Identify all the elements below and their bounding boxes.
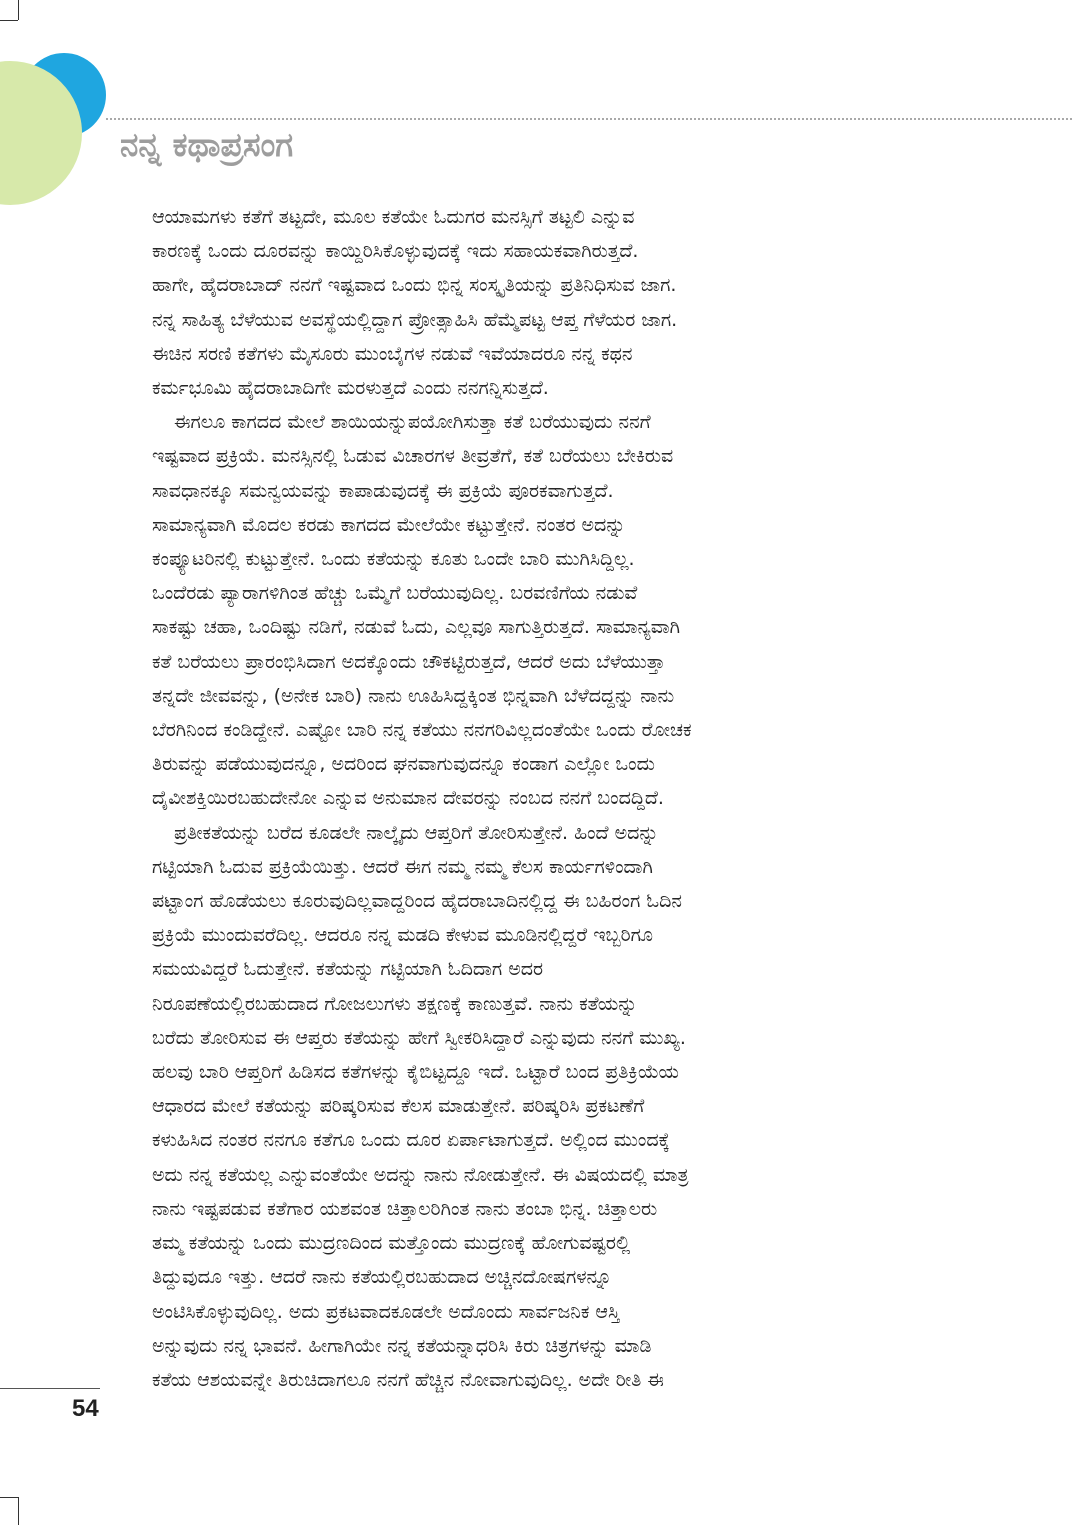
text-line: ಸಾವಧಾನಕ್ಕೂ ಸಮನ್ವಯವನ್ನು ಕಾಪಾಡುವುದಕ್ಕೆ ಈ ಪ್ರಕ್ರಿಯೆ ಪೂರಕವಾಗುತ್ತದೆ. [152, 479, 614, 502]
text-line: ಕತೆಯ ಆಶಯವನ್ನೇ ತಿರುಚಿದಾಗಲೂ ನನಗೆ ಹೆಚ್ಚಿನ ನೋವಾಗುವುದಿಲ್ಲ. ಅದೇ ರೀತಿ ಈ [152, 1368, 664, 1391]
text-line: ಕಾರಣಕ್ಕೆ ಒಂದು ದೂರವನ್ನು ಕಾಯ್ದಿರಿಸಿಕೊಳ್ಳುವುದಕ್ಕೆ ಇದು ಸಹಾಯಕವಾಗಿರುತ್ತದೆ. [152, 240, 639, 263]
text-line: ಅದು ನನ್ನ ಕತೆಯಲ್ಲ ಎನ್ನುವಂತೆಯೇ ಅದನ್ನು ನಾನು ನೋಡುತ್ತೇನೆ. ಈ ವಿಷಯದಲ್ಲಿ ಮಾತ್ರ [152, 1163, 689, 1186]
text-line: ನಾನು ಇಷ್ಟಪಡುವ ಕತೆಗಾರ ಯಶವಂತ ಚಿತ್ತಾಲರಿಗಿಂತ ನಾನು ತಂಬಾ ಭಿನ್ನ. ಚಿತ್ತಾಲರು [152, 1197, 658, 1220]
text-line: ಸಮಯವಿದ್ದರೆ ಓದುತ್ತೇನೆ. ಕತೆಯನ್ನು ಗಟ್ಟಿಯಾಗಿ ಓದಿದಾಗ ಅದರ [152, 958, 544, 981]
text-line: ಕಳುಹಿಸಿದ ನಂತರ ನನಗೂ ಕತೆಗೂ ಒಂದು ದೂರ ಏರ್ಪಾಟಾಗುತ್ತದೆ. ಅಲ್ಲಿಂದ ಮುಂದಕ್ಕೆ [152, 1129, 670, 1152]
text-line: ಬೆರಗಿನಿಂದ ಕಂಡಿದ್ದೇನೆ. ಎಷ್ಟೋ ಬಾರಿ ನನ್ನ ಕತೆಯು ನನಗರಿವಿಲ್ಲದಂತೆಯೇ ಒಂದು ರೋಚಕ [152, 719, 692, 742]
text-line: ದೈವೀಶಕ್ತಿಯಿರಬಹುದೇನೋ ಎನ್ನುವ ಅನುಮಾನ ದೇವರನ್ನು ನಂಬದ ನನಗೆ ಬಂದದ್ದಿದೆ. [152, 787, 664, 810]
text-line: ಸಾಕಷ್ಟು ಚಹಾ, ಒಂದಿಷ್ಟು ನಡಿಗೆ, ನಡುವೆ ಓದು, ಎಲ್ಲವೂ ಸಾಗುತ್ತಿರುತ್ತದೆ. ಸಾಮಾನ್ಯವಾಗಿ [152, 616, 681, 639]
chapter-title: ನನ್ನ ಕಥಾಪ್ರಸಂಗ [120, 125, 294, 164]
text-line: ಹಾಗೇ, ಹೈದರಾಬಾದ್ ನನಗೆ ಇಷ್ಟವಾದ ಒಂದು ಭಿನ್ನ ಸಂಸ್ಕೃತಿಯನ್ನು ಪ್ರತಿನಿಧಿಸುವ ಜಾಗ. [152, 274, 677, 297]
paragraph [152, 816, 912, 1397]
text-line: ನಿರೂಪಣೆಯಲ್ಲಿರಬಹುದಾದ ಗೋಜಲುಗಳು ತಕ್ಷಣಕ್ಕೆ ಕಾಣುತ್ತವೆ. ನಾನು ಕತೆಯನ್ನು [152, 992, 638, 1015]
paragraph [152, 200, 912, 405]
text-line: ಸಾಮಾನ್ಯವಾಗಿ ಮೊದಲ ಕರಡು ಕಾಗದದ ಮೇಲೆಯೇ ಕಟ್ಟುತ್ತೇನೆ. ನಂತರ ಅದನ್ನು [152, 513, 626, 536]
text-line: ತಮ್ಮ ಕತೆಯನ್ನು ಒಂದು ಮುದ್ರಣದಿಂದ ಮತ್ತೊಂದು ಮುದ್ರಣಕ್ಕೆ ಹೋಗುವಷ್ಟರಲ್ಲಿ [152, 1232, 631, 1255]
text-line: ಆಧಾರದ ಮೇಲೆ ಕತೆಯನ್ನು ಪರಿಷ್ಕರಿಸುವ ಕೆಲಸ ಮಾಡುತ್ತೇನೆ. ಪರಿಷ್ಕರಿಸಿ ಪ್ರಕಟಣೆಗೆ [152, 1095, 645, 1118]
text-line: ಗಟ್ಟಿಯಾಗಿ ಓದುವ ಪ್ರಕ್ರಿಯೆಯಿತ್ತು. ಆದರೆ ಈಗ ನಮ್ಮ ನಮ್ಮ ಕೆಲಸ ಕಾರ್ಯಗಳಿಂದಾಗಿ [152, 855, 653, 878]
body-text [152, 200, 912, 1400]
text-line: ಬರೆದು ತೋರಿಸುವ ಈ ಆಪ್ತರು ಕತೆಯನ್ನು ಹೇಗೆ ಸ್ವೀಕರಿಸಿದ್ದಾರೆ ಎನ್ನುವುದು ನನಗೆ ಮುಖ್ಯ. [152, 1026, 686, 1049]
text-line: ತಿದ್ದುವುದೂ ಇತ್ತು. ಆದರೆ ನಾನು ಕತೆಯಲ್ಲಿರಬಹುದಾದ ಅಚ್ಚಿನದೋಷಗಳನ್ನೂ [152, 1266, 612, 1289]
text-line: ಕರ್ಮಭೂಮಿ ಹೈದರಾಬಾದಿಗೇ ಮರಳುತ್ತದೆ ಎಂದು ನನಗನ್ನಿಸುತ್ತದೆ. [152, 377, 549, 400]
header-dotted-rule [106, 118, 1072, 120]
footer-rule [0, 1388, 100, 1389]
text-line: ನನ್ನ ಸಾಹಿತ್ಯ ಬೆಳೆಯುವ ಅವಸ್ಥೆಯಲ್ಲಿದ್ದಾಗ ಪ್ರೋತ್ಸಾಹಿಸಿ ಹೆಮ್ಮೆಪಟ್ಟ ಆಪ್ತ ಗೆಳೆಯರ ಜಾಗ. [152, 308, 678, 331]
text-line: ಈಚಿನ ಸರಣಿ ಕತೆಗಳು ಮೈಸೂರು ಮುಂಬೈಗಳ ನಡುವೆ ಇವೆಯಾದರೂ ನನ್ನ ಕಥನ [152, 342, 633, 365]
text-line: ತನ್ನದೇ ಜೀವವನ್ನು, (ಅನೇಕ ಬಾರಿ) ನಾನು ಊಹಿಸಿದ್ದಕ್ಕಿಂತ ಭಿನ್ನವಾಗಿ ಬೆಳೆದದ್ದನ್ನು ನಾನು [152, 684, 675, 707]
text-line: ಪಟ್ಟಾಂಗ ಹೊಡೆಯಲು ಕೂರುವುದಿಲ್ಲವಾದ್ದರಿಂದ ಹೈದರಾಬಾದಿನಲ್ಲಿದ್ದ ಈ ಬಹಿರಂಗ ಓದಿನ [152, 890, 682, 913]
text-line: ಕಂಪ್ಯೂಟರಿನಲ್ಲಿ ಕುಟ್ಟುತ್ತೇನೆ. ಒಂದು ಕತೆಯನ್ನು ಕೂತು ಒಂದೇ ಬಾರಿ ಮುಗಿಸಿದ್ದಿಲ್ಲ. [152, 548, 635, 571]
page-number: 54 [72, 1395, 99, 1422]
crop-mark-top-left-horizontal [0, 20, 18, 21]
text-line: ಆಯಾಮಗಳು ಕತೆಗೆ ತಟ್ಟದೇ, ಮೂಲ ಕತೆಯೇ ಓದುಗರ ಮನಸ್ಸಿಗೆ ತಟ್ಟಲಿ ಎನ್ನುವ [152, 206, 635, 228]
text-line: ಅನ್ನುವುದು ನನ್ನ ಭಾವನೆ. ಹೀಗಾಗಿಯೇ ನನ್ನ ಕತೆಯನ್ನಾಧರಿಸಿ ಕಿರು ಚಿತ್ರಗಳನ್ನು ಮಾಡಿ [152, 1334, 652, 1357]
text-line: ಪ್ರಕ್ರಿಯೆ ಮುಂದುವರೆದಿಲ್ಲ. ಆದರೂ ನನ್ನ ಮಡದಿ ಕೇಳುವ ಮೂಡಿನಲ್ಲಿದ್ದರೆ ಇಬ್ಬರಿಗೂ [152, 924, 654, 947]
paragraph [152, 405, 912, 815]
text-line: ತಿರುವನ್ನು ಪಡೆಯುವುದನ್ನೂ, ಅದರಿಂದ ಘನವಾಗುವುದನ್ನೂ ಕಂಡಾಗ ಎಲ್ಲೋ ಒಂದು [152, 753, 655, 776]
crop-mark-bottom-left-vertical [18, 1497, 19, 1525]
crop-mark-top-left-vertical [18, 0, 19, 20]
text-line: ಅಂಟಿಸಿಕೊಳ್ಳುವುದಿಲ್ಲ. ಅದು ಪ್ರಕಟವಾದಕೂಡಲೇ ಅದೊಂದು ಸಾರ್ವಜನಿಕ ಆಸ್ತಿ [152, 1300, 620, 1323]
text-line: ಇಷ್ಟವಾದ ಪ್ರಕ್ರಿಯೆ. ಮನಸ್ಸಿನಲ್ಲಿ ಓಡುವ ವಿಚಾರಗಳ ತೀವ್ರತೆಗೆ, ಕತೆ ಬರೆಯಲು ಬೇಕಿರುವ [152, 445, 674, 468]
text-line: ಈಗಲೂ ಕಾಗದದ ಮೇಲೆ ಶಾಯಿಯನ್ನುಪಯೋಗಿಸುತ್ತಾ ಕತೆ ಬರೆಯುವುದು ನನಗೆ [174, 411, 651, 434]
text-line: ಒಂದೆರಡು ಪ್ಯಾರಾಗಳಿಗಿಂತ ಹೆಚ್ಚು ಒಮ್ಮೆಗೆ ಬರೆಯುವುದಿಲ್ಲ. ಬರವಣಿಗೆಯ ನಡುವೆ [152, 582, 638, 605]
text-line: ಪ್ರತೀಕತೆಯನ್ನು ಬರೆದ ಕೂಡಲೇ ನಾಲ್ಕೈದು ಆಪ್ತರಿಗೆ ತೋರಿಸುತ್ತೇನೆ. ಹಿಂದೆ ಅದನ್ನು [174, 821, 659, 844]
crop-mark-bottom-left-horizontal [0, 1497, 18, 1498]
text-line: ಹಲವು ಬಾರಿ ಆಪ್ತರಿಗೆ ಹಿಡಿಸದ ಕತೆಗಳನ್ನು ಕೈಬಿಟ್ಟದ್ದೂ ಇದೆ. ಒಟ್ಟಾರೆ ಬಂದ ಪ್ರತಿಕ್ರಿಯೆಯ [152, 1061, 679, 1084]
text-line: ಕತೆ ಬರೆಯಲು ಪ್ರಾರಂಭಿಸಿದಾಗ ಅದಕ್ಕೊಂದು ಚೌಕಟ್ಟಿರುತ್ತದೆ, ಆದರೆ ಅದು ಬೆಳೆಯುತ್ತಾ [152, 650, 666, 673]
